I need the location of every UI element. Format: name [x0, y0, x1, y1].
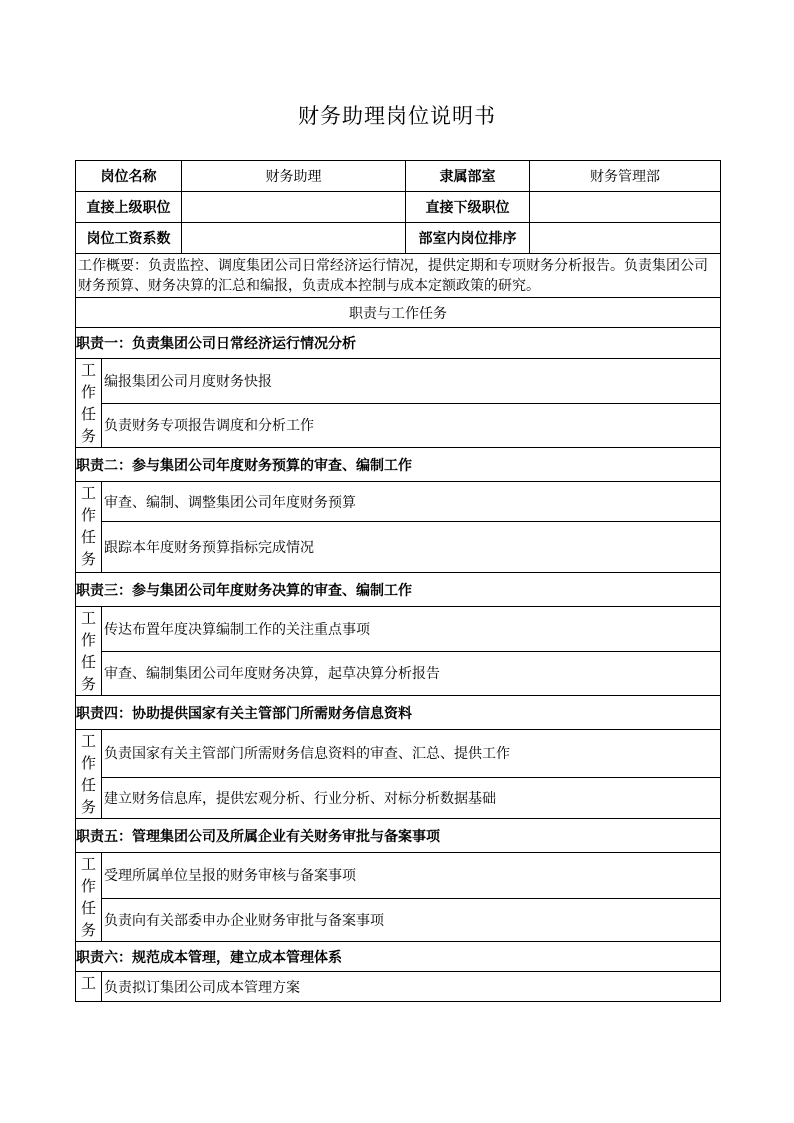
task-label-char: 任: [80, 776, 96, 794]
task-row: [76, 730, 721, 778]
task-text: 负责向有关部委申办企业财务审批与备案事项: [102, 898, 721, 941]
task-label-char: 工: [80, 361, 96, 379]
info-row-salary: [76, 223, 721, 254]
task-row: [76, 403, 721, 448]
task-text: 受理所属单位呈报的财务审核与备案事项: [102, 853, 721, 899]
job-description-table: [75, 160, 721, 1002]
duty-title: 职责六：规范成本管理，建立成本管理体系: [76, 942, 721, 972]
task-label-char: 工: [80, 484, 96, 502]
rank-value: [530, 223, 721, 254]
task-label-char: 任: [80, 405, 96, 423]
task-label-char: 务: [80, 921, 96, 939]
task-label: [76, 359, 102, 448]
task-text: 跟踪本年度财务预算指标完成情况: [102, 522, 721, 573]
duty-title: 职责一：负责集团公司日常经济运行情况分析: [76, 328, 721, 359]
subordinate-value: [530, 192, 721, 223]
duty-header-row: [76, 942, 721, 972]
duty-title: 职责四：协助提供国家有关主管部门所需财务信息资料: [76, 696, 721, 730]
duties-body: [76, 328, 721, 1002]
job-summary: 工作概要：负责监控、调度集团公司日常经济运行情况，提供定期和专项财务分析报告。负责集团公司财务预算、财务决算的汇总和编报，负责成本控制与成本定额政策的研究。: [76, 254, 721, 298]
department-value: 财务管理部: [530, 161, 721, 192]
task-label-char: 工: [80, 855, 96, 873]
task-label: [76, 853, 102, 942]
task-row: [76, 898, 721, 941]
task-label-char: 任: [80, 899, 96, 917]
task-label-char: 作: [80, 877, 96, 895]
task-label-char: 工: [80, 974, 96, 992]
task-label-char: 务: [80, 798, 96, 816]
task-row: [76, 482, 721, 522]
task-row: [76, 359, 721, 404]
duty-header-row: [76, 573, 721, 607]
info-row-superior: [76, 192, 721, 223]
position-name-value: 财务助理: [182, 161, 406, 192]
task-row: [76, 853, 721, 899]
task-label: [76, 607, 102, 696]
document-title: 财务助理岗位说明书: [298, 104, 496, 128]
task-row: [76, 607, 721, 652]
summary-row: [76, 254, 721, 298]
section-title: 职责与工作任务: [76, 298, 721, 328]
task-label-char: 务: [80, 550, 96, 568]
task-text: 负责财务专项报告调度和分析工作: [102, 403, 721, 448]
subordinate-label: 直接下级职位: [406, 192, 530, 223]
task-text: 审查、编制、调整集团公司年度财务预算: [102, 482, 721, 522]
duty-header-row: [76, 448, 721, 482]
salary-value: [182, 223, 406, 254]
duty-header-row: [76, 696, 721, 730]
task-label-char: 作: [80, 383, 96, 401]
duty-header-row: [76, 328, 721, 359]
task-label-char: 工: [80, 609, 96, 627]
task-text: 传达布置年度决算编制工作的关注重点事项: [102, 607, 721, 652]
info-row-position: [76, 161, 721, 192]
task-text: 审查、编制集团公司年度财务决算，起草决算分析报告: [102, 651, 721, 696]
task-text: 负责国家有关主管部门所需财务信息资料的审查、汇总、提供工作: [102, 730, 721, 778]
task-row: [76, 651, 721, 696]
duty-title: 职责二：参与集团公司年度财务预算的审查、编制工作: [76, 448, 721, 482]
section-row: [76, 298, 721, 328]
task-text: 编报集团公司月度财务快报: [102, 359, 721, 404]
duty-header-row: [76, 819, 721, 853]
superior-value: [182, 192, 406, 223]
task-label-char: 作: [80, 631, 96, 649]
task-label-char: 工: [80, 732, 96, 750]
task-label: [76, 972, 102, 1002]
task-label: [76, 482, 102, 573]
task-row: [76, 777, 721, 818]
rank-label: 部室内岗位排序: [406, 223, 530, 254]
task-label-char: 务: [80, 675, 96, 693]
duty-title: 职责三：参与集团公司年度财务决算的审查、编制工作: [76, 573, 721, 607]
task-text: 负责拟订集团公司成本管理方案: [102, 972, 721, 1002]
task-label: [76, 730, 102, 819]
task-label-char: 任: [80, 528, 96, 546]
task-label-char: 务: [80, 427, 96, 445]
duty-title: 职责五：管理集团公司及所属企业有关财务审批与备案事项: [76, 819, 721, 853]
task-label-char: 作: [80, 506, 96, 524]
department-label: 隶属部室: [406, 161, 530, 192]
task-label-char: 作: [80, 754, 96, 772]
salary-label: 岗位工资系数: [76, 223, 182, 254]
task-text: 建立财务信息库，提供宏观分析、行业分析、对标分析数据基础: [102, 777, 721, 818]
task-row: [76, 522, 721, 573]
position-name-label: 岗位名称: [76, 161, 182, 192]
task-label-char: 任: [80, 653, 96, 671]
superior-label: 直接上级职位: [76, 192, 182, 223]
task-row: [76, 972, 721, 1002]
